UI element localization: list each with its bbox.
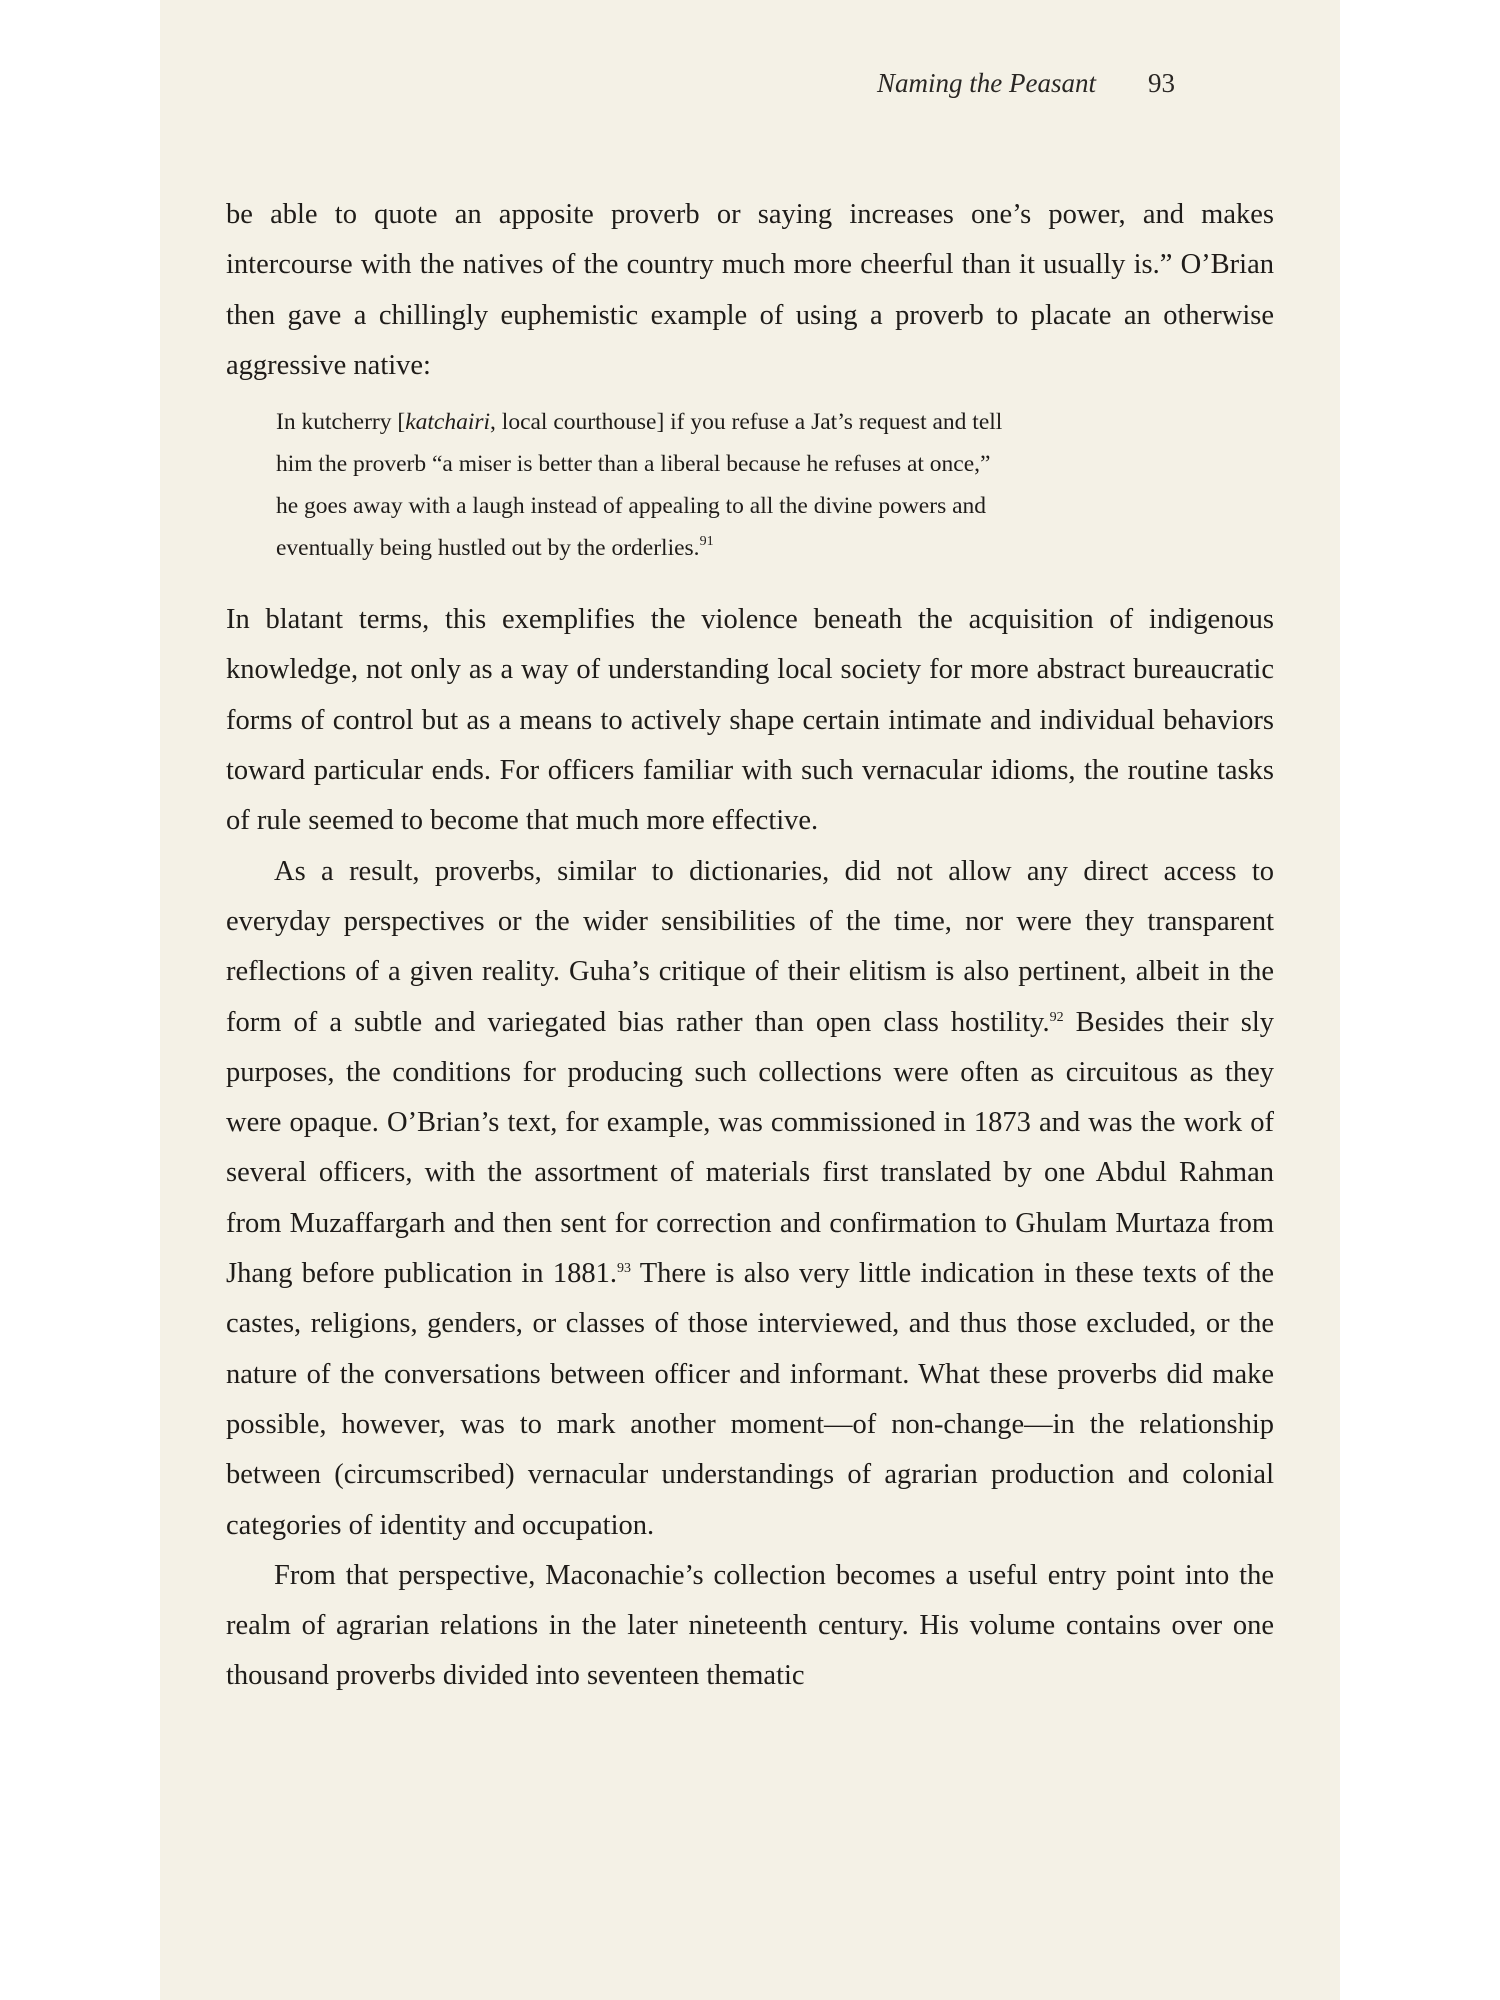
- block-quote-line-4: eventually being hustled out by the orderlies.$^{91}$: [276, 534, 714, 562]
- footnote-ref-91: 91: [699, 534, 714, 550]
- block-quote: [276, 401, 1226, 569]
- running-head: [877, 68, 1175, 99]
- transliteration: katchairi: [405, 409, 491, 436]
- block-quote-line-1: In kutcherry [katchairi, local courthouse] if you refuse a Jat’s request and tell: [276, 409, 1003, 436]
- paragraph-from-that-perspective: From that perspective, Maconachie’s collection becomes a useful entry point into the realm of agrarian relations in the later nineteenth century. His volume contains over one thousand proverbs divided into seventeen thematic: [226, 1559, 1274, 1692]
- paragraph-continued: be able to quote an apposite proverb or saying increases one’s power, and makes intercourse with the natives of the country much more cheerful than it usually is.” O’Brian then gave a chillingly euphemistic example of using a proverb to placate an otherwise aggressive native:: [226, 199, 1274, 381]
- book-page: [160, 0, 1340, 2000]
- footnote-ref-92: 92: [1049, 1009, 1064, 1025]
- paragraph-blatant-terms: In blatant terms, this exemplifies the violence beneath the acquisition of indigenous knowledge, not only as a way of understanding local society for more abstract bureaucratic forms of control but as a means to actively shape certain intimate and individual behaviors toward particular ends. For officers familiar with such vernacular idioms, the routine tasks of rule seemed to become that much more effective.: [226, 604, 1274, 837]
- page-number: 93: [1148, 68, 1175, 98]
- block-quote-line-3: he goes away with a laugh instead of appealing to all the divine powers and: [276, 493, 987, 520]
- text-block: [226, 190, 1274, 1702]
- paragraph-as-a-result: As a result, proverbs, similar to dictionaries, did not allow any direct access to everyday perspectives or the wider sensibilities of the time, nor were they transparent reflections of a given reality. Guha’s critique of their elitism is also pertinent, albeit in the form of a subtle and variegated bias rather than open class hostility.$^{92}$ Besides their sly purposes, the conditions for producing such collections were often as circuitous as they were opaque. O’Brian’s text, for example, was commissioned in 1873 and was the work of several officers, with the assortment of materials first translated by one Abdul Rahman from Muzaffargarh and then sent for correction and confirmation to Ghulam Murtaza from Jhang before publication in 1881.93 There is also very little indication in these texts of the castes, religions, genders, or classes of those interviewed, and thus those excluded, or the nature of the conversations between officer and informant. What these proverbs did make possible, however, was to mark another moment—of non-change—in the relationship between (circumscribed) vernacular understandings of agrarian production and colonial categories of identity and occupation.: [226, 855, 1274, 1541]
- block-quote-line-2: him the proverb “a miser is better than a liberal because he refuses at once,”: [276, 451, 991, 478]
- running-title: Naming the Peasant: [877, 68, 1096, 98]
- footnote-ref-93: 93: [616, 1261, 631, 1277]
